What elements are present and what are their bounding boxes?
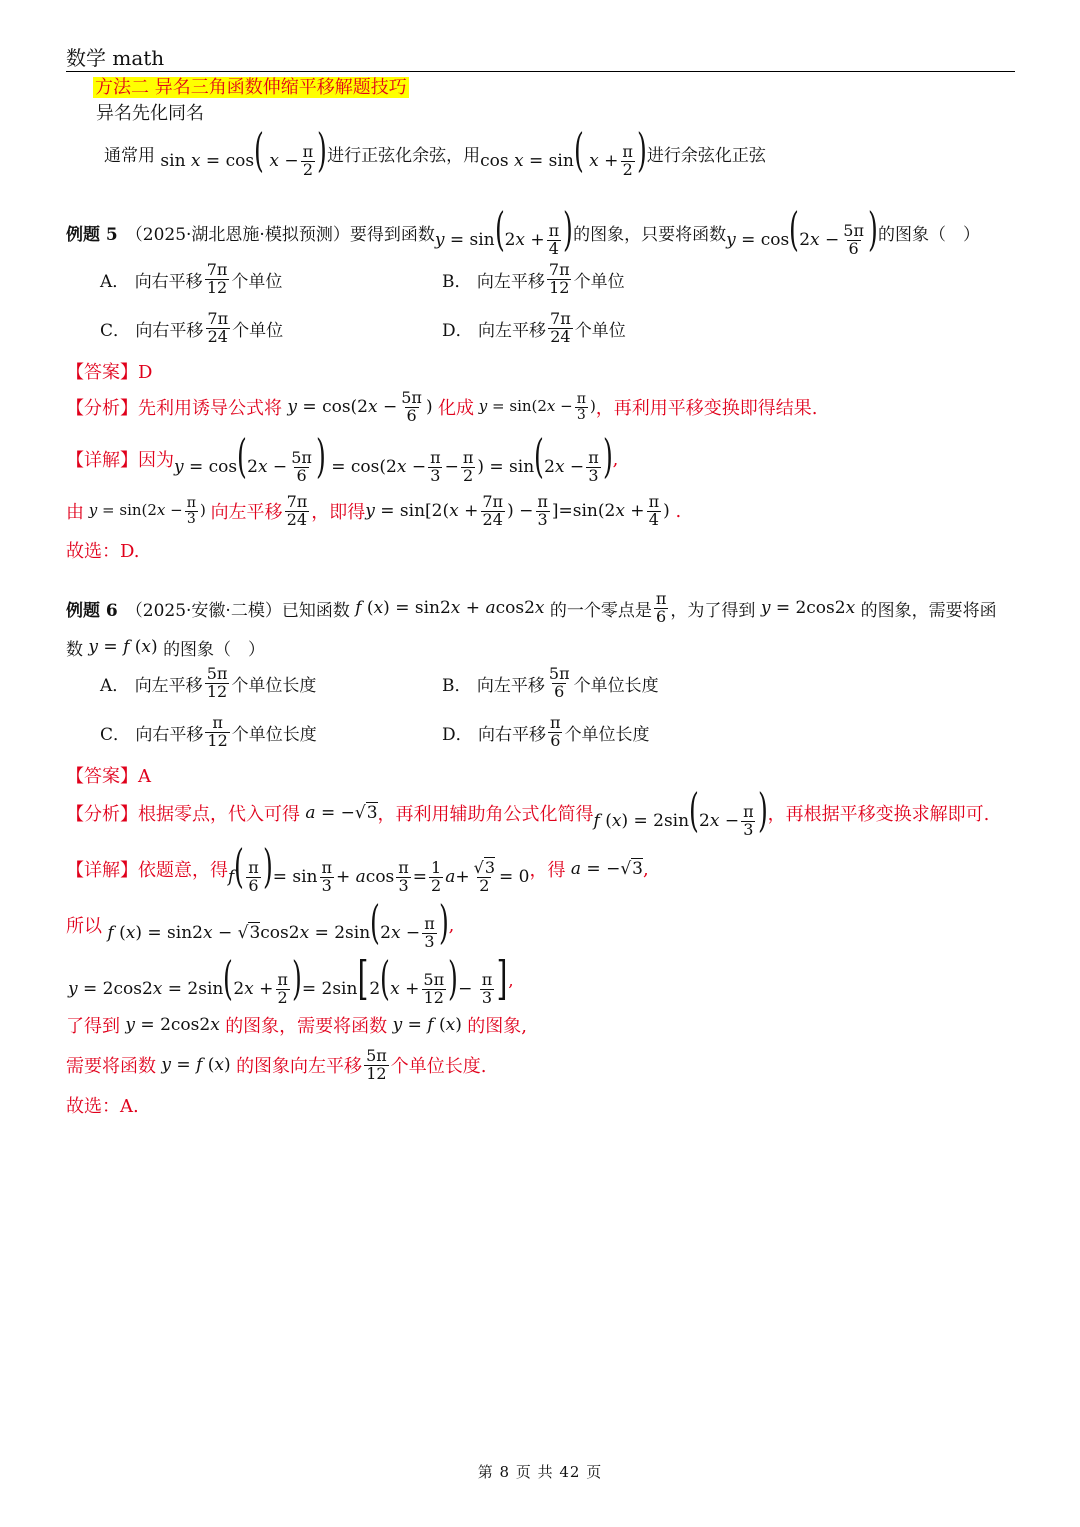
- option-key: A．: [100, 675, 130, 696]
- option-key: D．: [442, 320, 473, 341]
- final1-text-c: 的图象,: [467, 1016, 527, 1037]
- analysis-text-a: 先利用诱导公式将: [138, 398, 282, 419]
- example-6-option-c: [100, 715, 317, 750]
- analysis-label: 【分析】: [66, 398, 138, 419]
- final2-text-b: 的图象向左平移: [236, 1056, 363, 1077]
- analysis-text-c: ，再根据平移变换求解即可.: [767, 804, 990, 825]
- option-frac-num: 7π: [206, 260, 228, 279]
- method-subheading: 异名先化同名: [96, 103, 204, 124]
- example-6-line2-func: y = f (x): [88, 637, 164, 657]
- shift-text-a: 由: [66, 502, 84, 523]
- option-key: D．: [442, 724, 473, 745]
- example-5-answer: [66, 358, 152, 384]
- shift-formula-src: y = sin(2x − $\frac{\pi}{3}$ ): [88, 494, 211, 527]
- detail-text-a: 因为: [138, 450, 174, 471]
- option-text: 向左平移: [478, 320, 547, 341]
- example-5-analysis: [66, 384, 818, 430]
- answer-value: A: [138, 766, 151, 787]
- example-6-so-line: 所以 f (x) = sin2x − √3cos2x = 2sin(2x − $\frac{\pi}{3}$ ) ,: [66, 895, 455, 952]
- example-6-answer: [66, 762, 151, 788]
- option-text: 向左平移: [476, 271, 545, 292]
- option-unit: 个单位长度: [573, 675, 659, 696]
- example-6-question-line2: [66, 634, 265, 660]
- final2-text-a: 需要将函数: [66, 1056, 156, 1077]
- example-5-label: 例题 5: [66, 224, 118, 245]
- shift-text-b: 向左平移: [210, 502, 283, 523]
- option-text: 向左平移: [134, 675, 203, 696]
- example-6-label: 例题 6: [66, 600, 118, 621]
- analysis-a-value: a = −√3: [305, 803, 378, 823]
- example-6-target: y = 2cos2x: [760, 598, 856, 618]
- option-unit: 个单位长度: [564, 724, 650, 745]
- option-key: C．: [100, 320, 131, 341]
- example-6-option-a: [100, 666, 316, 701]
- example-6-zero: $\frac{\pi}{6}$: [655, 588, 667, 626]
- option-frac-den: 12: [549, 277, 570, 297]
- option-frac-num: 7π: [207, 309, 229, 328]
- page-header-title: 数学 math: [66, 46, 165, 70]
- shift-amount: $\frac{7\pi}{24}$: [286, 491, 308, 529]
- rule-suffix: 进行余弦化正弦: [646, 145, 766, 166]
- final1-func: y = f (x): [392, 1015, 468, 1035]
- final2-text-c: 个单位长度.: [390, 1056, 487, 1077]
- example-6-option-d: [442, 715, 650, 750]
- method-rule-line: [104, 123, 766, 180]
- option-frac-num: 5π: [548, 664, 570, 683]
- detail-text-a: 依题意，得: [138, 860, 228, 881]
- method-heading-row: [93, 73, 409, 99]
- method-heading: 方法二 异名三角函数伸缩平移解题技巧: [95, 77, 407, 98]
- formula-sin-to-cos: sin x = cos( x − $\frac{\pi}{2}$ ): [155, 123, 328, 180]
- analysis-text-a: 根据零点，代入可得: [138, 804, 300, 825]
- example-5-target-func: y = sin(2x + $\frac{\pi}{4}$ ): [434, 202, 574, 259]
- detail-formula-chain: y = cos(2x − $\frac{5\pi}{6}$ ) = cos(2x − $\frac{\pi}{3}$ − $\frac{\pi}{2}$ ) = sin(2x − $\frac{\pi}{3}$ ): [174, 429, 613, 486]
- option-key: A．: [100, 271, 130, 292]
- example-5-detail: 【详解】 因为 y = cos(2x − $\frac{5\pi}{6}$ ) = cos(2x − $\frac{\pi}{3}$ − $\frac{\pi}{2}$ ) = sin(2x − $\frac{\pi}{3}$ ) ,: [66, 429, 619, 486]
- target-formula: y = 2cos2x = 2sin(2x + $\frac{\pi}{2}$ )= 2sin[2(x + $\frac{5\pi}{12}$ )− $\frac{\pi}{3}$ ]: [68, 951, 508, 1008]
- example-6-final-line-1: [66, 1012, 527, 1038]
- final1-text-a: 了得到: [66, 1016, 120, 1037]
- example-5-source: （2025·湖北恩施·模拟预测）要得到函数: [125, 224, 435, 245]
- analysis-text-c: ，再利用平移变换即得结果.: [595, 398, 818, 419]
- rule-prefix: 通常用: [104, 145, 155, 166]
- option-frac-num: π: [550, 713, 561, 732]
- option-unit: 个单位长度: [231, 675, 317, 696]
- example-6-mid: 的一个零点是: [549, 600, 652, 621]
- rule-mid: 进行正弦化余弦，用: [327, 145, 481, 166]
- option-key: C．: [100, 724, 131, 745]
- analysis-formula-cos: y = cos(2x − $\frac{5\pi}{6}$ ): [287, 387, 438, 425]
- example-5-option-b: [442, 262, 625, 297]
- example-6-question: [66, 586, 997, 630]
- detail-a-value: a = −√3: [570, 859, 643, 879]
- formula-cos-to-sin: cos x = sin( x + $\frac{\pi}{2}$ ): [480, 123, 647, 180]
- example-6-end: 的图象，需要将函: [860, 600, 997, 621]
- option-unit: 个单位: [573, 271, 625, 292]
- analysis-text-b: ，再利用辅助角公式化简得: [377, 804, 594, 825]
- page-footer: 第 8 页 共 42 页: [477, 1463, 603, 1481]
- answer-value: D: [138, 362, 153, 383]
- example-6-final-line-2: [66, 1042, 487, 1088]
- option-unit: 个单位长度: [231, 724, 317, 745]
- answer-label: 【答案】: [66, 362, 138, 383]
- example-5-shift-line: 由 y = sin(2x − $\frac{\pi}{3}$ ) 向左平移 $\frac{7\pi}{24}$ ，即得 y = sin[2(x + $\frac{7\pi}{24}$ ) − $\frac{\pi}{3}$ ]=sin(2x + $\frac{\pi}{4}$ ) .: [66, 491, 682, 529]
- option-frac-den: 24: [550, 326, 571, 346]
- option-frac-num: 7π: [548, 260, 570, 279]
- example-6-source: （2025·安徽·二模）已知函数: [125, 600, 350, 621]
- example-6-func: f (x) = sin2x + acos2x: [355, 598, 545, 618]
- example-5-question: [66, 202, 980, 259]
- option-unit: 个单位: [232, 320, 284, 341]
- example-6-analysis: [66, 783, 990, 840]
- example-5-source-func: y = cos(2x − $\frac{5\pi}{6}$ ): [726, 202, 878, 259]
- final2-func: y = f (x): [161, 1055, 237, 1075]
- analysis-text-b: 化成: [438, 398, 474, 419]
- example-5-conclusion: 故选：D.: [66, 541, 140, 562]
- option-text: 向左平移: [476, 675, 545, 696]
- example-6-conclusion: 故选：A.: [66, 1096, 139, 1117]
- option-unit: 个单位: [574, 320, 626, 341]
- example-6-line2-a: 数: [66, 639, 83, 660]
- option-text: 向右平移: [134, 271, 203, 292]
- option-key: B．: [442, 675, 472, 696]
- example-5-end: 的图象（ ）: [877, 224, 980, 245]
- shift-formula-result: y = sin[2(x + $\frac{7\pi}{24}$ ) − $\frac{\pi}{3}$ ]=sin(2x + $\frac{\pi}{4}$ ): [365, 491, 670, 529]
- option-frac-den: 12: [206, 277, 228, 297]
- example-5-mid: 的图象，只要将函数: [573, 224, 727, 245]
- example-6-detail: 【详解】 依题意，得 f( $\frac{\pi}{6}$ )= sin $\frac{\pi}{3}$ + acos $\frac{\pi}{3}$ = $\frac{1}{2}$ a+ $\frac{√3}{2}$ = 0 ，得 a = −√3 ,: [66, 839, 649, 896]
- final2-amount: $\frac{5\pi}{12}$: [366, 1045, 387, 1083]
- detail-eval: f( $\frac{\pi}{6}$ )= sin $\frac{\pi}{3}$ + acos $\frac{\pi}{3}$ = $\frac{1}{2}$ a+ $\frac{√3}{2}$ = 0: [228, 839, 530, 896]
- detail-text-b: ，得: [529, 860, 566, 881]
- option-text: 向右平移: [135, 724, 204, 745]
- option-key: B．: [442, 271, 472, 292]
- option-frac-num: 5π: [206, 664, 228, 683]
- example-5-option-a: [100, 262, 282, 297]
- so-text: 所以: [66, 916, 102, 937]
- option-frac-den: 24: [207, 326, 228, 346]
- analysis-simplified: f (x) = 2sin(2x − $\frac{\pi}{3}$ ): [593, 783, 768, 840]
- so-formula: f (x) = sin2x − √3cos2x = 2sin(2x − $\frac{\pi}{3}$ ): [107, 895, 449, 952]
- example-6-option-b: [442, 666, 659, 701]
- option-frac-den: 12: [206, 681, 228, 701]
- final1-target: y = 2cos2x: [125, 1015, 220, 1035]
- option-frac-num: 7π: [550, 309, 571, 328]
- detail-label: 【详解】: [66, 450, 138, 471]
- option-text: 向右平移: [478, 724, 547, 745]
- example-6-target-line: y = 2cos2x = 2sin(2x + $\frac{\pi}{2}$ )= 2sin[2(x + $\frac{5\pi}{12}$ )− $\frac{\pi}{3}$ ] ,: [68, 951, 514, 1008]
- answer-label: 【答案】: [66, 766, 138, 787]
- option-frac-den: 12: [207, 730, 228, 750]
- example-6-line2-b: 的图象（ ）: [163, 639, 266, 660]
- detail-label: 【详解】: [66, 860, 138, 881]
- option-frac-den: 6: [550, 730, 561, 750]
- example-5-option-d: [442, 311, 626, 346]
- analysis-formula-sin: y = sin(2x − $\frac{\pi}{3}$ ): [478, 390, 596, 423]
- example-5-option-c: [100, 311, 283, 346]
- example-6-mid2: ，为了得到: [670, 600, 756, 621]
- option-frac-den: 6: [554, 681, 565, 701]
- final1-text-b: 的图象，需要将函数: [225, 1016, 388, 1037]
- shift-text-c: ，即得: [311, 502, 366, 523]
- analysis-label: 【分析】: [66, 804, 138, 825]
- option-text: 向右平移: [135, 320, 204, 341]
- option-unit: 个单位: [231, 271, 283, 292]
- header-divider: [66, 71, 1015, 72]
- option-frac-num: π: [212, 713, 223, 732]
